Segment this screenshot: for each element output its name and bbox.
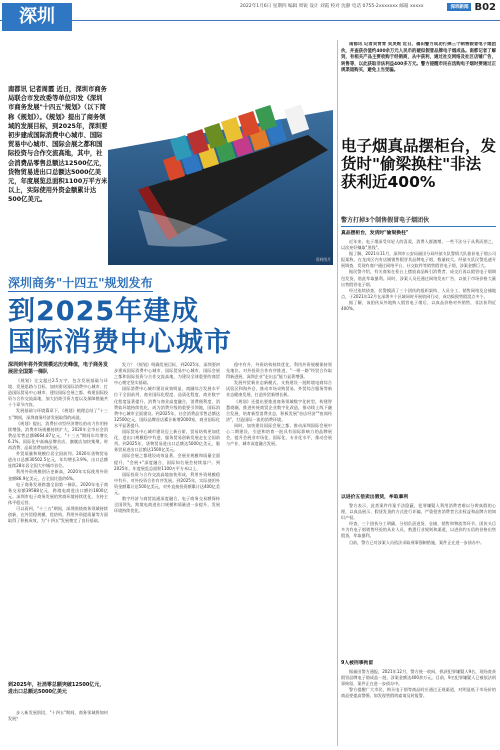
paragraph: 据福田警方通报，2021年12月，警方统一收网，抓获犯罪嫌疑人9名，现场查获假冒品牌电子烟成品一批，涉案金额达400余万元。目前，9名犯罪嫌疑人已被依法刑事拘留，案件正在进一步侦办中。 — [341, 669, 496, 687]
paragraph: 发力？《规划》明确发展目标，到2025年，深圳要初步建成国际消费中心城市、国际贸易中心城市、国际会展之都和国际投资与合作交流高地，为建设全球重要的商贸中心奠定坚实基础。 — [114, 362, 220, 386]
right-subhead-2: 以进价五倍卖出假货，牟取暴利 — [341, 495, 409, 500]
right-body-1 — [341, 239, 496, 489]
page-box: 深圳新闻 — [447, 3, 471, 11]
main-col-2 — [114, 362, 220, 746]
right-subhead-3: 9人被刑事拘留 — [341, 661, 374, 666]
main-col-3 — [226, 362, 332, 746]
page-label: B02 — [474, 2, 496, 13]
main-title — [8, 296, 328, 358]
section-tag: 深圳 — [2, 3, 72, 31]
main-title-line1: 到2025年建成 — [8, 296, 200, 327]
paragraph: 《规划》提出，消费拉动型经济增长的动力作用持续增强，消费市场规模持续扩大，2020年全市社会消费品零售总额8664.87亿元，"十三五"期间年均增长6.1%。国际化中高端品牌首店、旗舰店加快集聚，时尚消费、品质消费加快发展。 — [8, 420, 108, 451]
paragraph: 国际消费中心城市建设成效明显，商圈综合发展水平位于全国前列，商业国际化程度、品质化程度、商业数字化程度显著提升，消费与商业高度融合，消费便利度、消费软环境持续优化，成为消费升级的重要引领地，国际消费中心城市全面建设。到2025年，社会消费品零售总额达12500亿元，国际品牌首店累计新增2000家，商业国际化水平显著提升。 — [114, 386, 220, 428]
right-body-3 — [341, 669, 496, 746]
paragraph: 电子商务发展跨越全国第一梯队。2020年电子商务交易额39588亿元，跨境电商进出口额约1600亿元。深圳市电子商务发展的营商环境持续优化，支持主体平稳运营。 — [8, 481, 108, 505]
paragraph: 国际会展之都建设成效显著，会展业规模和质量全面提升，"会展+"深度融合，国际知名展会持续落户。到2025年，年度展览总面积1100万平方米以上。 — [114, 453, 220, 471]
right-title: 电子烟真品摆柜台，发货时"偷梁换柱"非法获利近400% — [341, 137, 497, 191]
paragraph: 《规划》全文超过2.5万字，包含发展基础与环境、发展思路与目标、加快建设国际消费中心城市、打造国际贸易中心城市、建设国际会展之都、构建国际投资与合作交流高地、加大招商引资力度以及保障措施共十个章节内容。 — [8, 378, 108, 408]
right-intro — [341, 42, 496, 132]
paragraph: 南都讯 记者吴青青 吴灵妮 近日，福田警方成功打掉三个制售假冒电子烟团伙，并查获价值约400余万元人民币的疑似假冒品牌电子烟成品。南都记者了解到，有相关产品主要收购于经销商，从中获利，通过社交网络及社区店铺广告，转售等，以此获取非法利益400多万元。警方提醒市民在选购电子烟时要通过正规渠道购买，避免上当受骗。 — [341, 42, 496, 74]
paragraph: 国际贸易中心城市建设迈上新台阶，贸易结构更加优化，进出口规模稳中有进，服务贸易创新发展走在全国前列。到2025年，货物贸易进出口总额达5000亿美元，服务贸易进出口总额达1500亿美元。 — [114, 429, 220, 453]
kicker: 深圳商务"十四五"规划发布 — [8, 276, 153, 290]
lead-summary: 南都讯 记者周霞 近日，深圳市商务局联合市发改委等单位印发《深圳市商务发展"十四五"规划》（以下简称《规划》）。《规划》提出了商务领域的发展目标，到2025年，深圳要初步建成国际消费中心城市、国际贸易中心城市、国际会展之都和国际投资与合作交流高地，其中，社会消费品零售总额达12500亿元，货物贸易进出口总额达5000亿美元，年度展览总面积1100万平方米以上，实际使用外资金额累计达500亿美元。 — [8, 86, 108, 204]
paragraph: 步入新发展阶段，"十四五"期间，商务领域将如何发展？ — [8, 710, 108, 722]
right-divider — [341, 226, 496, 227]
paragraph: 《规划》还提出要推进商务领域数字化转型，构建智慧商圈，推进传统商贸企业数字化改造，推动线上线下融合发展，培育新型消费业态，积极发展"首店经济""夜间经济"，打造国际一流的消费环境。 — [226, 398, 332, 422]
paragraph: 近年来，电子烟深受年轻人的喜爱，消费人群激增，一些不法分子从利而图之，以次充好赚取"黑钱"。 — [341, 239, 496, 251]
paragraph: 发展外贸新业态新模式，支持建设一批跨境电商综合试验区和海外仓，推动市场采购贸易、外贸综合服务等新业态健康发展，打造外贸新增长极。 — [226, 380, 332, 398]
paragraph: 利用外资规模创历史新高，2020年实际使用外资金额86.9亿美元，占全国比重约6%。 — [8, 469, 108, 481]
paragraph: 据民警介绍，有关商家在柜台上摆放真品吸引消费者，成交后再以假冒电子烟调包发货，借此牟取暴利。同时，涉案人员还通过网络发布广告，以低于市场价格大量出售假冒电子烟。 — [341, 269, 496, 287]
main-col-1-tail — [8, 710, 108, 746]
paragraph: 据了解，2021年11月，深圳市公安局福田分局经侦支队警情大队侦获电子烟公司报案称，在龙岗区内有店铺销售假冒其品牌电子烟，数量较大。经侦支队民警迅速开展调查，发现有商户通过网络平台、社交软件等销售假冒电子烟，涉案金额巨大。 — [341, 251, 496, 269]
main-headline-block — [8, 272, 328, 358]
paragraph: 稳中有升，外资结构持续优化，利用外资规模保持领先地位。对外投资合作有序推进，"一带一路"经贸合作取得新进展，深圳企业"走出去"能力显著增强。 — [226, 362, 332, 380]
photo-credit: 资料图片 — [315, 257, 331, 262]
main-subhead-2: 到2025年，社消零总额突破12500亿元，进出口总额达5000亿美元 — [8, 682, 105, 695]
paragraph: 可以看到，"十三五"期间，深圳围绕商务领域持续创新，在外贸稳规模、优结构，利用外资提质量等方面取得了积极成效，为"十四五"发展奠定了良好基础。 — [8, 505, 108, 524]
column-divider — [337, 40, 338, 746]
right-subhead-1: 真品摆柜台，发货时"偷梁换柱" — [341, 231, 409, 236]
paragraph: 警方提醒广大市民，购买电子烟等商品时应通过正规渠道，对明显低于市场价的商品要提高警惕，如发现售假线索请及时报警。 — [341, 687, 496, 699]
header-meta: 2022年1月6日 星期四 编辑 周锐 设计 刘霞 校对 沈静 电话 0755-2xxxxxxx 邮箱 xxxxx — [240, 4, 424, 9]
paragraph: 警方表示，此类案件作案手法隐蔽，犯罪嫌疑人利用消费者难以分辨真假的心理，以真品展示、假货发货的方式进行诈骗，严重侵害消费者合法权益和品牌方的知识产权。 — [341, 503, 496, 521]
paragraph: 发展基础与环境篇章下，《规划》梳理总结了"十三五"期间，深圳商务经济发展取得的成就。 — [8, 408, 108, 420]
main-subhead-1: 深圳到年将外资规模达历史峰值，电子商务发展居全国第一梯队 — [8, 362, 109, 375]
main-col-1 — [8, 378, 108, 678]
paragraph: 国际投资与合作交流高地加快形成，利用外资规模稳中有升，对外投资合作有序发展。到2025年，实际使用外资金额累计达500亿美元，对外直接投资额累计达400亿美元。 — [114, 471, 220, 495]
paragraph: 同时，加快建设国际会展之都，推动深圳国际会展中心二期建设，引进和培育一批具有国际影响力的品牌展会，提升会展业市场化、国际化、专业化水平，推动会展与产业、城市深度融合发展。 — [226, 422, 332, 447]
paragraph: 目前，警方已对涉案人员依法采取刑事强制措施，案件正在进一步侦办中。 — [349, 539, 485, 545]
main-title-line2: 国际消费中心城市 — [8, 327, 232, 358]
paragraph: 据了解，该团伙从外地购入假冒电子烟后，以真品价格对外销售，非法获利近400%。 — [341, 299, 496, 312]
paragraph: 数字经济与商贸流通深度融合，电子商务交易额保持全国领先，跨境电商进出口规模和质量进一步提升，发展环境持续优化。 — [114, 496, 220, 514]
right-subtitle: 警方打掉3个制售假冒电子烟团伙 — [341, 217, 430, 224]
right-body-2 — [341, 503, 496, 653]
paragraph: 经过连续侦查，民警摸清了三个团伙的组织架构、人员分工、销售网络及仓储地点，于2021年12月在深圳多个区域同时开展收网行动，成功捣毁售假窝点多个。 — [341, 287, 496, 299]
page-number — [447, 2, 496, 13]
container-ship-photo — [108, 40, 333, 265]
container-ship-icon — [108, 40, 333, 265]
paragraph: 外贸质量和规模位居全国前列。2020年货物贸易进出口总额30502.5亿元，年均增长3.9%，出口总额连续28年居全国大中城市首位。 — [8, 451, 108, 469]
page-header — [0, 0, 500, 27]
paragraph: 经查，三个团伙分工明确，分别负责进货、仓储、销售和物流等环节。团伙头目多为有电子烟销售经验的从业人员，熟悉行业规则和渠道，以进价约五倍的价格出售假货，牟取暴利。 — [341, 521, 496, 539]
